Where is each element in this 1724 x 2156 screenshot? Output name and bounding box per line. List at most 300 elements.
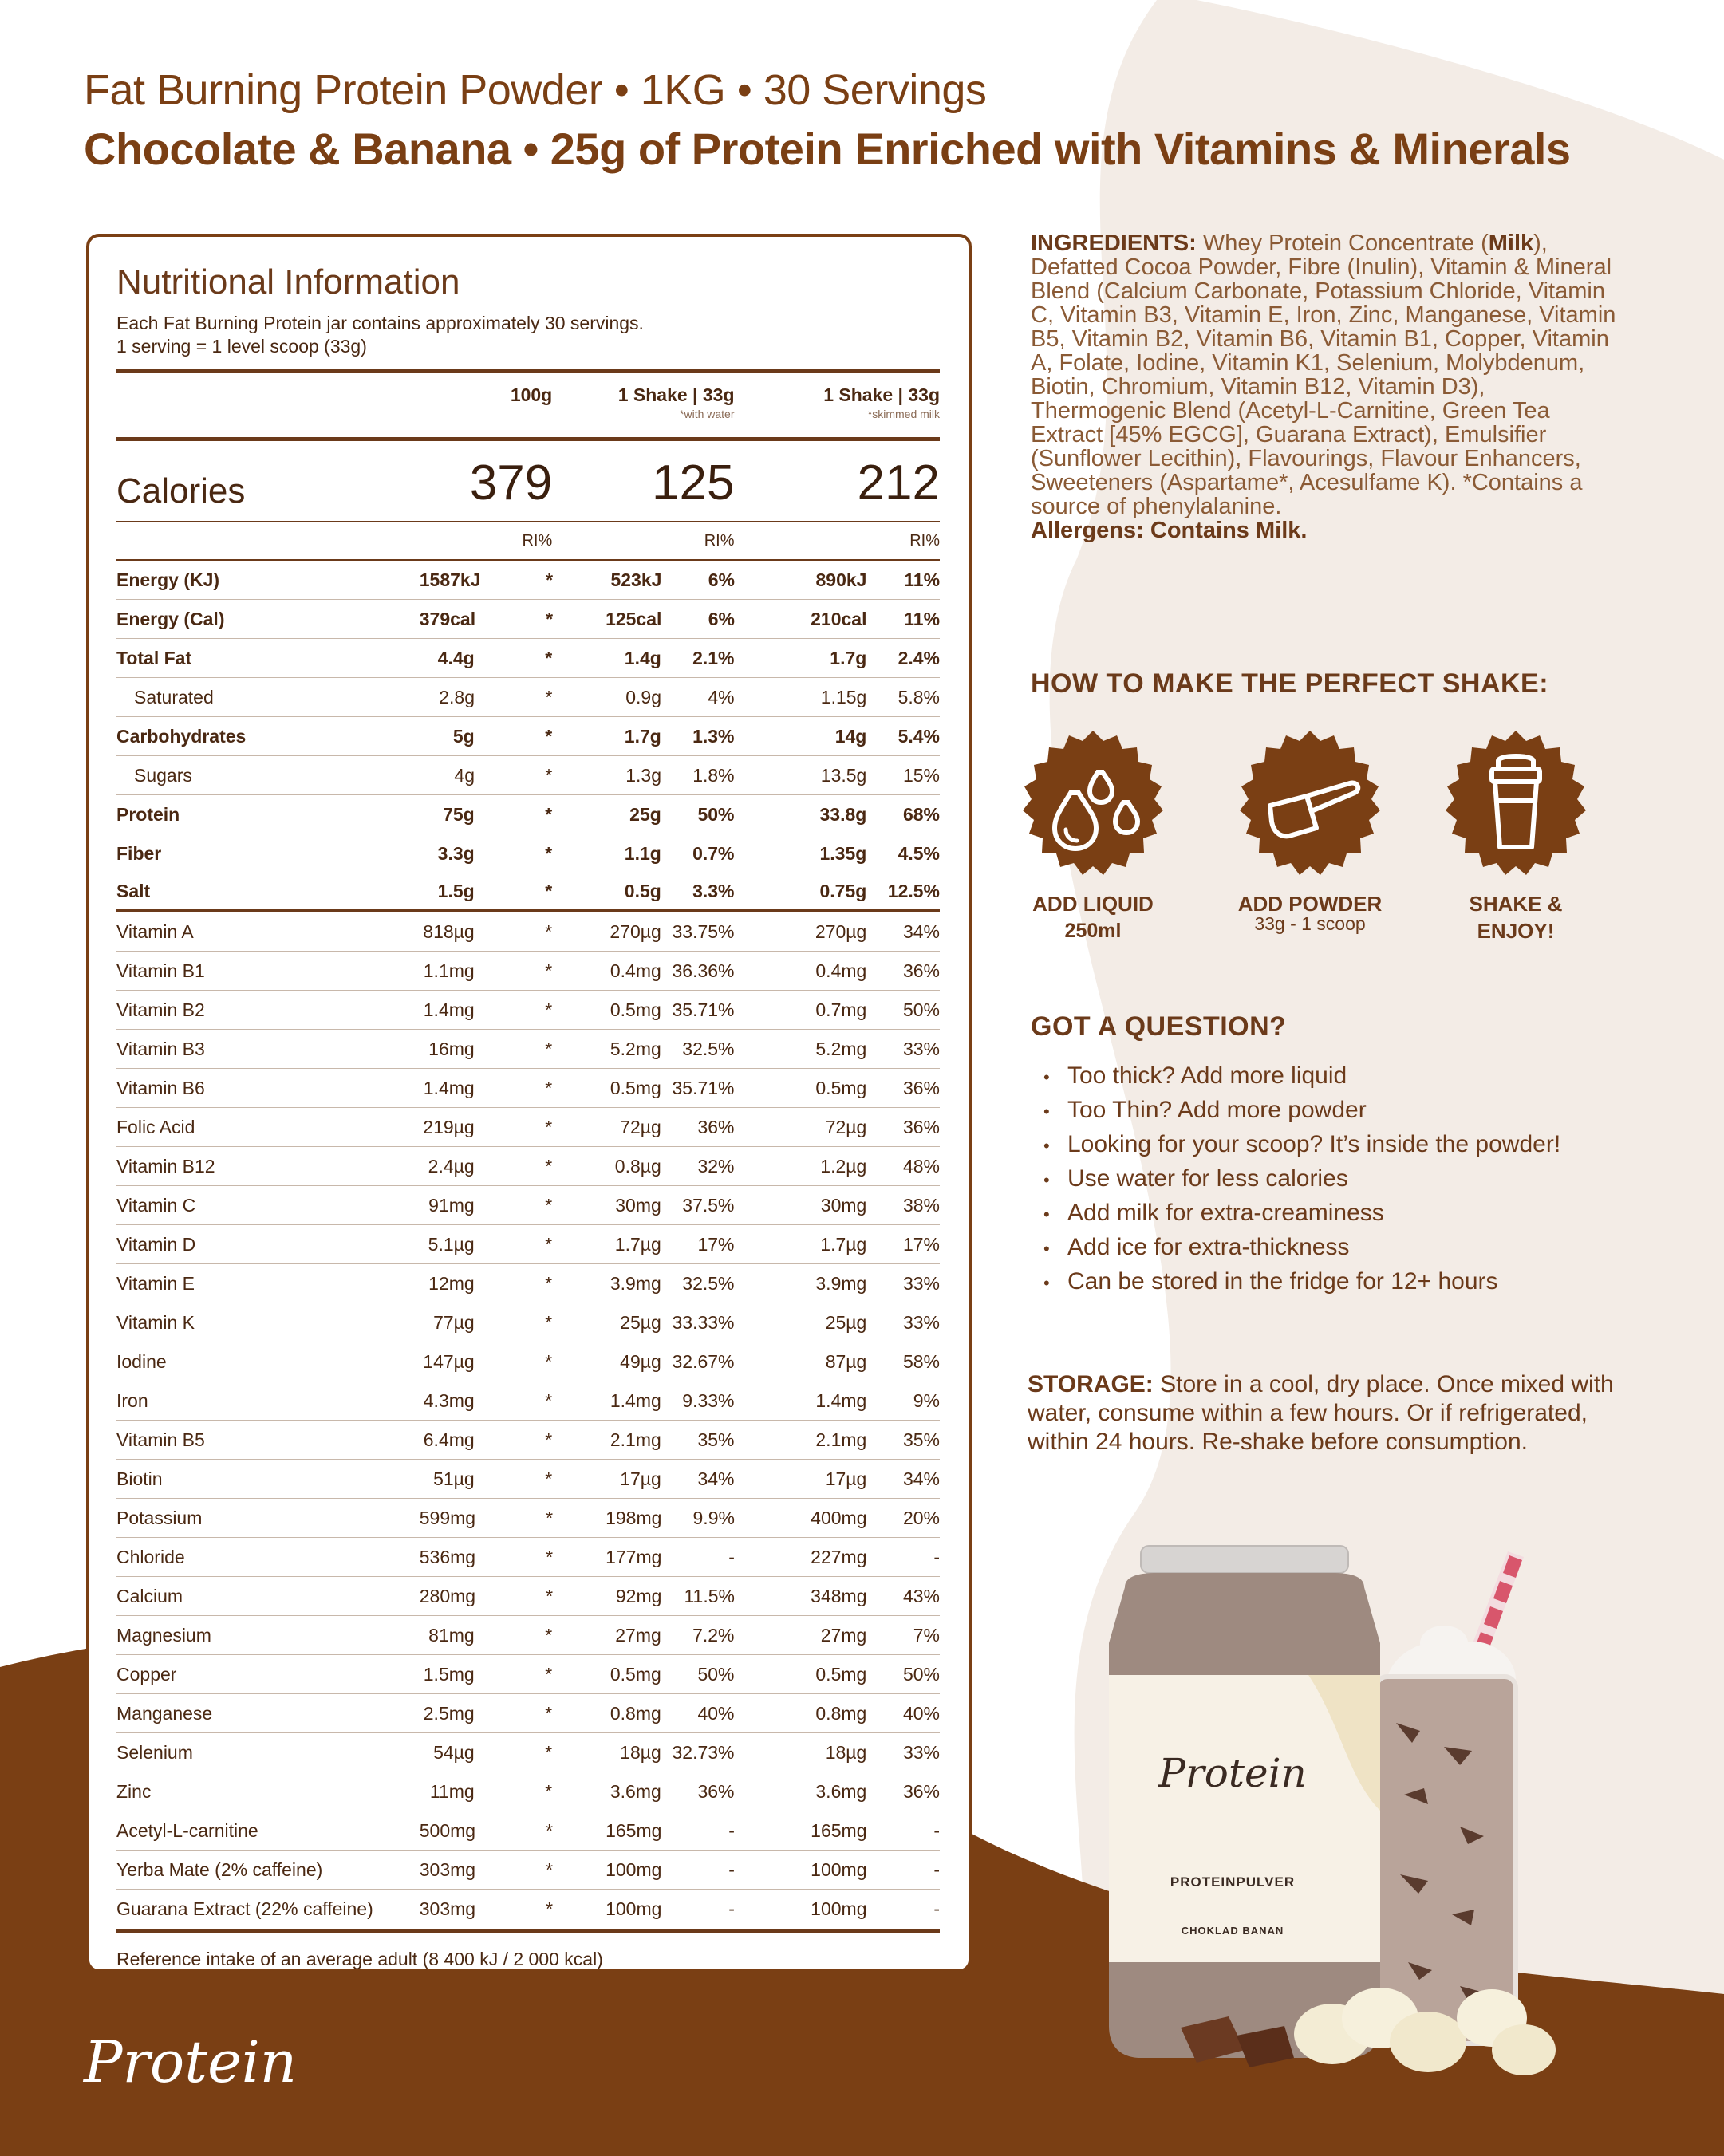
value-shake-milk: 348mg — [811, 1585, 867, 1606]
serving-size-note: 1 serving = 1 level scoop (33g) — [116, 336, 367, 357]
table-row — [116, 1460, 940, 1499]
ri-100g: * — [546, 1819, 554, 1841]
value-shake-milk: 14g — [834, 725, 867, 747]
value-shake-milk: 0.4mg — [815, 960, 867, 981]
ri-shake-milk: 33% — [902, 1741, 941, 1763]
value-100g: 219µg — [423, 1116, 475, 1137]
jar-flavor: CHOKLAD BANAN — [1181, 1925, 1284, 1937]
table-row — [116, 1381, 940, 1421]
nutrient-name: Acetyl-L-carnitine — [116, 1819, 258, 1841]
table-row — [116, 795, 940, 834]
storage-label: STORAGE: — [1028, 1371, 1154, 1397]
faq-list — [1043, 1059, 1560, 1299]
value-100g: 4g — [454, 764, 475, 786]
list-item: • Can be stored in the fridge for 12+ hours — [1043, 1268, 1498, 1295]
value-shake-milk: 0.5mg — [815, 1077, 867, 1098]
nutrient-name: Vitamin E — [116, 1272, 195, 1294]
ri-shake-water: 36.36% — [672, 960, 735, 981]
value-shake-water: 0.5mg — [610, 1077, 661, 1098]
ri-shake-milk: 33% — [902, 1311, 941, 1333]
allergen-milk: Milk — [1488, 231, 1534, 256]
ri-shake-water: 32.73% — [672, 1741, 735, 1763]
table-row — [116, 912, 940, 952]
ri-shake-water: 50% — [697, 803, 735, 825]
value-shake-water: 0.5mg — [610, 999, 661, 1020]
product-subtitle: Chocolate & Banana • 25g of Protein Enriched with Vitamins & Minerals — [84, 124, 1571, 174]
table-row — [116, 1108, 940, 1147]
nutrient-name: Salt — [116, 881, 151, 901]
value-shake-milk: 1.2µg — [820, 1155, 867, 1177]
value-100g: 16mg — [428, 1038, 475, 1059]
ri-100g: * — [545, 1116, 553, 1137]
ri-shake-water: 9.9% — [692, 1507, 735, 1528]
value-100g: 536mg — [419, 1546, 476, 1567]
ri-100g: * — [545, 1194, 553, 1216]
ri-shake-water: - — [728, 1898, 735, 1919]
value-100g: 6.4mg — [423, 1429, 475, 1450]
ri-shake-milk: 58% — [902, 1350, 941, 1372]
value-100g: 818µg — [423, 920, 475, 942]
calories-label: Calories — [116, 471, 246, 510]
ingredients-label: INGREDIENTS: — [1031, 231, 1197, 256]
water-drops-icon — [1013, 727, 1173, 887]
table-row — [116, 834, 940, 873]
table-row — [116, 1616, 940, 1655]
list-item: • Use water for less calories — [1043, 1165, 1348, 1192]
table-row — [116, 1225, 940, 1264]
ri-shake-water: 6% — [708, 608, 735, 629]
glass-icon — [1376, 1626, 1516, 2044]
value-100g: 379cal — [419, 608, 476, 629]
ri-100g: * — [546, 1898, 554, 1919]
value-shake-water: 27mg — [615, 1624, 661, 1646]
nutrient-name: Energy (KJ) — [116, 569, 220, 590]
ri-100g: * — [546, 1507, 554, 1528]
table-row — [116, 639, 940, 678]
ri-100g: * — [546, 1585, 554, 1606]
ri-100g: * — [545, 725, 553, 747]
value-shake-water: 49µg — [620, 1350, 661, 1372]
value-100g: 1.5mg — [423, 1663, 475, 1685]
value-shake-water: 165mg — [606, 1819, 662, 1841]
ri-100g: * — [545, 647, 553, 668]
ri-shake-milk: 40% — [902, 1702, 941, 1724]
step-label: SHAKE & — [1469, 892, 1563, 916]
ri-shake-milk: 34% — [902, 920, 941, 942]
table-row — [116, 1772, 940, 1811]
nutrient-name: Zinc — [116, 1780, 152, 1802]
value-100g: 4.3mg — [423, 1389, 475, 1411]
ri-shake-water: 50% — [697, 1663, 735, 1685]
ri-shake-water: 36% — [697, 1116, 735, 1137]
value-100g: 1.4mg — [423, 1077, 475, 1098]
ri-shake-milk: 4.5% — [898, 842, 941, 864]
shaker-icon — [1436, 727, 1596, 887]
ri-100g: * — [545, 881, 553, 901]
table-row — [116, 561, 940, 600]
value-shake-milk: 72µg — [825, 1116, 867, 1137]
value-shake-milk: 400mg — [811, 1507, 867, 1528]
ri-shake-water: 9.33% — [682, 1389, 735, 1411]
nutrient-name: Vitamin B2 — [116, 999, 205, 1020]
ri-shake-milk: 9% — [913, 1389, 941, 1411]
nutrient-name: Vitamin B5 — [116, 1429, 205, 1450]
ri-label: RI% — [704, 531, 735, 550]
jar-name: PROTEINPULVER — [1170, 1874, 1296, 1890]
table-row — [116, 1694, 940, 1733]
ri-shake-milk: 38% — [902, 1194, 941, 1216]
page-header — [84, 65, 1571, 175]
ri-100g: * — [545, 960, 553, 981]
table-row — [116, 991, 940, 1030]
ri-shake-milk: - — [933, 1546, 941, 1567]
ri-shake-water: 36% — [697, 1780, 735, 1802]
nutrition-table — [116, 561, 940, 1929]
ri-100g: * — [546, 1546, 554, 1567]
value-shake-water: 1.4mg — [610, 1389, 661, 1411]
ri-shake-milk: 50% — [902, 999, 941, 1020]
ri-100g: * — [545, 1077, 553, 1098]
col-shake-milk-sub: *skimmed milk — [867, 408, 941, 420]
ri-shake-water: 40% — [697, 1702, 735, 1724]
ri-shake-water: 3.3% — [692, 881, 735, 901]
value-shake-water: 100mg — [606, 1858, 662, 1880]
ri-shake-water: 11.5% — [684, 1585, 735, 1606]
value-100g: 91mg — [428, 1194, 475, 1216]
value-shake-water: 1.3g — [625, 764, 661, 786]
ri-header-row — [116, 522, 940, 559]
ri-shake-water: 0.7% — [692, 842, 735, 864]
nutrient-name: Fiber — [116, 842, 162, 864]
step-detail: ENJOY! — [1477, 919, 1555, 943]
table-row — [116, 600, 940, 639]
ri-shake-water: 33.33% — [672, 1311, 735, 1333]
nutrient-name: Iron — [116, 1389, 148, 1411]
value-shake-water: 198mg — [606, 1507, 662, 1528]
value-100g: 2.8g — [439, 686, 475, 707]
value-shake-milk: 18µg — [825, 1741, 867, 1763]
allergens-note: Allergens: Contains Milk. — [1031, 518, 1308, 543]
value-100g: 2.4µg — [428, 1155, 475, 1177]
list-item: • Add ice for extra-thickness — [1043, 1234, 1350, 1260]
value-100g: 5g — [452, 725, 475, 747]
ri-100g: * — [545, 1663, 553, 1685]
table-row — [116, 1851, 940, 1890]
table-row — [116, 1655, 940, 1694]
ri-shake-milk: 7% — [913, 1624, 941, 1646]
column-headers — [116, 373, 940, 437]
step-add-powder — [1214, 727, 1406, 933]
nutrient-name: Total Fat — [116, 647, 192, 668]
value-shake-water: 18µg — [620, 1741, 661, 1763]
value-100g: 303mg — [419, 1898, 476, 1919]
ri-shake-milk: 36% — [902, 960, 941, 981]
value-shake-water: 0.5mg — [610, 1663, 661, 1685]
nutrient-name: Energy (Cal) — [116, 608, 225, 629]
value-shake-milk: 5.2mg — [815, 1038, 867, 1059]
ri-shake-water: 37.5% — [682, 1194, 735, 1216]
value-shake-milk: 100mg — [811, 1898, 867, 1919]
ri-100g: * — [545, 1468, 553, 1489]
value-shake-milk: 1.15g — [820, 686, 867, 707]
nutrient-name: Yerba Mate (2% caffeine) — [116, 1858, 323, 1880]
nutrient-name: Carbohydrates — [116, 725, 247, 747]
value-shake-water: 1.7g — [624, 725, 661, 747]
ri-shake-water: 1.3% — [692, 725, 735, 747]
step-add-liquid — [997, 727, 1189, 941]
ri-100g: * — [545, 1624, 553, 1646]
ri-100g: * — [545, 1233, 553, 1255]
ri-shake-water: 32.5% — [682, 1272, 735, 1294]
ri-shake-water: 6% — [708, 569, 735, 590]
nutrient-name: Vitamin B12 — [116, 1155, 215, 1177]
ri-shake-milk: 15% — [902, 764, 940, 786]
value-100g: 1.1mg — [423, 960, 475, 981]
value-shake-water: 100mg — [606, 1898, 662, 1919]
nutrition-panel — [86, 234, 972, 1973]
ri-100g: * — [545, 1311, 553, 1333]
table-row — [116, 1069, 940, 1108]
value-shake-water: 270µg — [610, 920, 661, 942]
value-100g: 11mg — [429, 1780, 475, 1802]
nutrient-name: Potassium — [116, 1507, 203, 1528]
storage-block — [1028, 1370, 1618, 1456]
ri-shake-milk: 17% — [902, 1233, 941, 1255]
ri-100g: * — [545, 842, 553, 864]
table-row — [116, 1538, 940, 1577]
table-row — [116, 1733, 940, 1772]
ri-shake-milk: 5.4% — [898, 725, 941, 747]
nutrient-name: Vitamin K — [116, 1311, 195, 1333]
value-shake-milk: 1.7µg — [820, 1233, 867, 1255]
ri-shake-water: 2.1% — [692, 647, 735, 668]
nutrient-name: Sugars — [134, 764, 192, 786]
ri-shake-water: 7.2% — [692, 1624, 735, 1646]
value-shake-milk: 270µg — [815, 920, 867, 942]
servings-note: Each Fat Burning Protein jar contains approximately 30 servings. — [116, 313, 644, 333]
col-100g: 100g — [510, 384, 553, 405]
ri-shake-milk: 50% — [902, 1663, 941, 1685]
product-image — [1045, 1539, 1604, 2082]
value-shake-milk: 17µg — [825, 1468, 867, 1489]
value-100g: 2.5mg — [423, 1702, 475, 1724]
ri-shake-water: 34% — [697, 1468, 735, 1489]
ri-shake-water: 32% — [697, 1155, 735, 1177]
nutrient-name: Biotin — [116, 1468, 163, 1489]
table-row — [116, 1030, 940, 1069]
value-shake-water: 1.4g — [624, 647, 661, 668]
table-row — [116, 1577, 940, 1616]
ri-shake-milk: 20% — [902, 1507, 941, 1528]
ri-shake-milk: 5.8% — [898, 686, 940, 707]
nutrient-name: Guarana Extract (22% caffeine) — [116, 1898, 373, 1919]
ri-label: RI% — [909, 531, 941, 550]
value-shake-milk: 33.8g — [819, 803, 867, 825]
ri-shake-milk: 36% — [902, 1116, 941, 1137]
nutrient-name: Protein — [116, 803, 180, 825]
value-100g: 3.3g — [437, 842, 475, 864]
ri-100g: * — [546, 608, 554, 629]
nutrient-name: Selenium — [116, 1741, 193, 1763]
value-shake-water: 0.8mg — [610, 1702, 661, 1724]
value-shake-water: 1.1g — [624, 842, 661, 864]
value-100g: 1.5g — [437, 881, 475, 901]
table-row — [116, 1811, 940, 1851]
ri-100g: * — [546, 1858, 554, 1880]
table-row — [116, 678, 940, 717]
ri-100g: * — [545, 1389, 553, 1411]
nutrient-name: Vitamin B3 — [116, 1038, 205, 1059]
calories-row — [116, 441, 940, 521]
ri-shake-water: - — [728, 1546, 735, 1567]
ri-shake-milk: 33% — [902, 1272, 941, 1294]
value-100g: 5.1µg — [428, 1233, 475, 1255]
value-100g: 12mg — [428, 1272, 475, 1294]
value-shake-milk: 1.7g — [830, 647, 867, 668]
value-100g: 81mg — [428, 1624, 475, 1646]
value-100g: 303mg — [419, 1858, 476, 1880]
nutrient-name: Vitamin B1 — [116, 960, 205, 981]
value-100g: 280mg — [419, 1585, 476, 1606]
value-shake-milk: 1.4mg — [815, 1389, 867, 1411]
value-100g: 75g — [443, 803, 475, 825]
value-100g: 54µg — [433, 1741, 475, 1763]
value-shake-milk: 87µg — [825, 1350, 867, 1372]
table-row — [116, 1303, 940, 1342]
ri-100g: * — [545, 1741, 553, 1763]
value-shake-milk: 100mg — [811, 1858, 867, 1880]
list-item: • Looking for your scoop? It’s inside the powder! — [1043, 1131, 1561, 1157]
ri-shake-milk: 11% — [904, 608, 941, 629]
ri-shake-water: 32.67% — [672, 1350, 735, 1372]
value-shake-milk: 165mg — [811, 1819, 867, 1841]
nutrition-title: Nutritional Information — [116, 262, 460, 302]
value-shake-milk: 210cal — [811, 608, 867, 629]
ri-100g: * — [545, 686, 553, 707]
jar-brand: Protein — [1158, 1750, 1307, 1796]
value-shake-water: 0.8µg — [614, 1155, 661, 1177]
table-row — [116, 1499, 940, 1538]
ri-shake-water: 35.71% — [672, 999, 735, 1020]
value-shake-milk: 3.9mg — [815, 1272, 867, 1294]
ri-shake-milk: 36% — [902, 1780, 941, 1802]
calories-shake-milk: 212 — [857, 455, 940, 510]
nutrient-name: Chloride — [116, 1546, 185, 1567]
ri-shake-water: 35.71% — [672, 1077, 735, 1098]
value-shake-water: 17µg — [620, 1468, 661, 1489]
value-shake-water: 177mg — [606, 1546, 662, 1567]
col-shake-milk: 1 Shake | 33g *skimmed milk — [735, 384, 941, 437]
ri-shake-water: 17% — [697, 1233, 735, 1255]
nutrition-intro — [116, 312, 940, 358]
value-100g: 4.4g — [437, 647, 475, 668]
ri-shake-milk: - — [933, 1898, 941, 1919]
value-shake-water: 1.7µg — [614, 1233, 661, 1255]
value-shake-water: 125cal — [606, 608, 662, 629]
nutrient-name: Iodine — [116, 1350, 167, 1372]
ri-100g: * — [545, 1155, 553, 1177]
list-item: • Too thick? Add more liquid — [1043, 1062, 1347, 1089]
value-100g: 500mg — [419, 1819, 476, 1841]
value-shake-water: 92mg — [615, 1585, 662, 1606]
value-shake-milk: 2.1mg — [815, 1429, 867, 1450]
value-shake-milk: 3.6mg — [815, 1780, 867, 1802]
value-shake-milk: 25µg — [825, 1311, 867, 1333]
ri-100g: * — [545, 999, 553, 1020]
nutrient-name: Saturated — [134, 686, 214, 707]
logo-text: Protein — [84, 2028, 298, 2095]
value-shake-milk: 890kJ — [815, 569, 867, 590]
value-shake-milk: 0.7mg — [815, 999, 867, 1020]
table-row — [116, 1264, 940, 1303]
value-shake-water: 3.6mg — [610, 1780, 661, 1802]
scoop-icon — [1230, 727, 1390, 887]
table-row — [116, 1147, 940, 1186]
ingredients-text: ), Defatted Cocoa Powder, Fibre (Inulin), Vitamin & Mineral Blend (Calcium Carbonate, Potassium Chloride, Vitamin C, Vitamin B3, Vitamin E, Iron, Zinc, Manganese, Vitamin B5, Vitamin B2, Vitamin B6, Vitamin B1, Copper, Vitamin A, Folate, Iodine, Vitamin K1, Selenium, Molybdenum, Biotin, Chromium, Vitamin B12, Vitamin D3), Thermogenic Blend (Acetyl-L-Carnitine, Green Tea Extract [45% EGCG], Guarana Extract), Emulsifier (Sunflower Lecithin), Flavourings, Flavour Enhancers, Sweeteners (Aspartame*, Acesulfame K). *Contains a source of phenylalanine. — [1031, 231, 1616, 519]
value-100g: 147µg — [423, 1350, 475, 1372]
value-shake-milk: 0.8mg — [815, 1702, 867, 1724]
ingredients-block — [1031, 231, 1625, 542]
value-shake-water: 3.9mg — [610, 1272, 661, 1294]
table-row — [116, 1186, 940, 1225]
ri-100g: * — [545, 1350, 553, 1372]
step-label: ADD POWDER — [1237, 892, 1383, 916]
value-shake-water: 523kJ — [610, 569, 662, 590]
brand-logo — [80, 2022, 311, 2110]
step-label: ADD LIQUID — [1032, 892, 1154, 916]
table-row — [116, 873, 940, 912]
value-shake-water: 25g — [629, 803, 661, 825]
table-row — [116, 1890, 940, 1929]
table-row — [116, 1421, 940, 1460]
ri-100g: * — [545, 920, 553, 942]
ri-shake-water: 4% — [708, 686, 735, 707]
ri-100g: * — [545, 1780, 553, 1802]
value-100g: 1.4mg — [423, 999, 475, 1020]
value-shake-milk: 0.5mg — [815, 1663, 867, 1685]
ri-shake-milk: - — [933, 1819, 941, 1841]
table-row — [116, 717, 940, 756]
how-to-title: HOW TO MAKE THE PERFECT SHAKE: — [1031, 668, 1549, 699]
calories-shake-water: 125 — [652, 455, 735, 510]
ri-100g: * — [545, 1272, 553, 1294]
ri-label: RI% — [522, 531, 553, 550]
ri-shake-water: 33.75% — [672, 920, 735, 942]
table-row — [116, 756, 940, 795]
value-100g: 77µg — [433, 1311, 475, 1333]
ri-shake-milk: 68% — [902, 803, 941, 825]
ingredients-text: Whey Protein Concentrate ( — [1196, 231, 1489, 256]
nutrient-name: Folic Acid — [116, 1116, 195, 1137]
value-shake-water: 2.1mg — [610, 1429, 661, 1450]
faq-title: GOT A QUESTION? — [1031, 1011, 1287, 1042]
step-detail: 250ml — [1064, 920, 1122, 942]
step-detail: 33g - 1 scoop — [1254, 913, 1366, 934]
list-item: • Add milk for extra-creaminess — [1043, 1200, 1384, 1226]
table-row — [116, 952, 940, 991]
ri-100g: * — [545, 1702, 553, 1724]
ri-shake-water: - — [728, 1819, 735, 1841]
nutrient-name: Vitamin B6 — [116, 1077, 205, 1098]
nutrient-name: Vitamin D — [116, 1233, 196, 1255]
nutrient-name: Magnesium — [116, 1624, 211, 1646]
col-shake-water-sub: *with water — [680, 408, 735, 420]
ri-shake-milk: 12.5% — [887, 881, 941, 901]
table-row — [116, 1342, 940, 1381]
ri-shake-water: - — [728, 1858, 735, 1880]
nutrient-name: Vitamin C — [116, 1194, 196, 1216]
ri-shake-milk: 11% — [904, 569, 941, 590]
